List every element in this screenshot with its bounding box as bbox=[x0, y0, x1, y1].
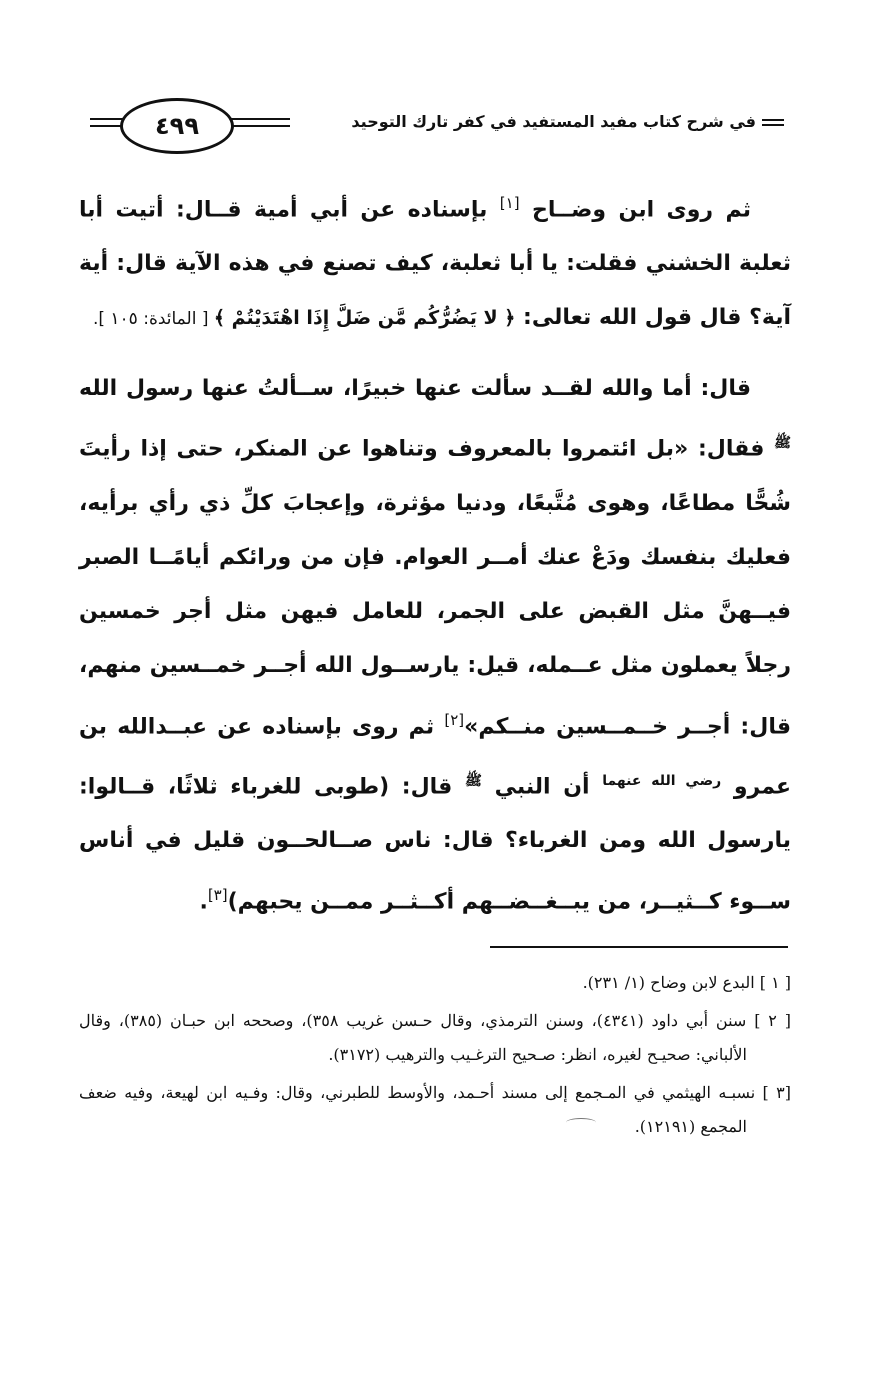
footnote-3 bbox=[79, 1076, 791, 1144]
running-header bbox=[351, 112, 784, 131]
footnote-mark: [ ١ ] bbox=[759, 973, 791, 992]
paragraph-2 bbox=[79, 362, 791, 929]
footnote-ref-1[interactable]: [١] bbox=[499, 194, 520, 212]
header-title-text: في شرح كتاب مفيد المستفيد في كفر تارك التوحيد bbox=[351, 112, 756, 131]
p2-text-a: قال: أما والله لقــد سألت عنها خبيرًا، ســألتُ عنها رسول الله bbox=[79, 376, 751, 402]
footnote-separator bbox=[490, 946, 788, 948]
footnote-mark: [٣ ] bbox=[762, 1083, 791, 1102]
salutation-mark-2: ﷺ bbox=[465, 772, 482, 789]
footnote-2 bbox=[79, 1004, 791, 1072]
p2-text-c: ثم روى بإسناده عن عبــدالله بن عمرو bbox=[79, 713, 791, 800]
footnotes bbox=[79, 966, 791, 1148]
footnote-mark: [ ٢ ] bbox=[754, 1011, 791, 1030]
p1-text-b: بإسناده عن أبي أمية قــال: أتيت أبا ثعلبة الخشني فقلت: يا أبا ثعلبة، كيف تصنع في هذه الآية قال: أية آية؟ قال قول الله تعالى: bbox=[79, 197, 791, 331]
footnote-text: نسبـه الهيثمي في المـجمع إلى مسند أحـمد، والأوسط للطبرني، وقال: وفـيه ابن لهيعة، وفيه ضعف المجمع (١٢١٩١). bbox=[79, 1083, 756, 1136]
p2-text-end: . bbox=[199, 889, 208, 915]
footnote-text: سنن أبي داود (٤٣٤١)، وسنن الترمذي، وقال حـسن غريب ٣٥٨)، وصححه ابن حبـان (٣٨٥)، وقال الألباني: صحيـح لغيره، انظر: صـحيح الترغـيب والترهيب (٣١٧٢). bbox=[79, 1011, 747, 1064]
paragraph-1 bbox=[79, 176, 791, 346]
quran-verse: ﴿ لا يَضُرُّكُم مَّن ضَلَّ إِذَا اهْتَدَيْتُمْ ﴾ bbox=[213, 307, 516, 330]
page-number: ٤٩٩ bbox=[120, 98, 234, 154]
p1-text-a: ثم روى ابن وضــاح bbox=[519, 197, 752, 223]
salutation-mark-1: ﷺ bbox=[774, 435, 791, 452]
p2-text-d: أن النبي bbox=[481, 774, 603, 800]
footnote-text: البدع لابن وضاح (١/ ٢٣١). bbox=[582, 973, 755, 992]
verse-reference: [ المائدة: ١٠٥ ]. bbox=[92, 309, 214, 330]
header-dash bbox=[762, 119, 784, 126]
main-text bbox=[79, 176, 791, 930]
companion-honorific: رضي الله عنهما bbox=[602, 772, 722, 789]
scan-artifact bbox=[566, 1118, 596, 1127]
p2-text-b: فقال: «بل ائتمروا بالمعروف وتناهوا عن المنكر، حتى إذا رأيتَ شُحًّا مطاعًا، وهوى مُتَّبعًا، ودنيا مؤثرة، وإعجابَ كلِّ ذي رأي برأيه، فعليك بنفسك ودَعْ عنك أمــر العوام. فإن من ورائكم أيامًــا الصبر فيــهنَّ مثل القبض على الجمر، للعامل فيهن مثل أجر خمسين رجلاً يعملون مثل عــمله، قيل: يارســول الله أجــر خمــسين منهم، قال: أجــر خــمــسين منــكم» bbox=[79, 436, 791, 739]
footnote-ref-2[interactable]: [٢] bbox=[444, 710, 465, 729]
footnote-ref-3[interactable]: [٣] bbox=[207, 886, 228, 905]
footnote-1 bbox=[79, 966, 791, 1000]
p2-text-e: قال: (طوبى للغرباء ثلاثًا، قــالوا: يارسول الله ومن الغرباء؟ قال: ناس صــالحــون قليل في أناس ســوء كــثيــر، من يبــغــضــهم أكــثــر ممــن يحبهم) bbox=[79, 774, 791, 915]
